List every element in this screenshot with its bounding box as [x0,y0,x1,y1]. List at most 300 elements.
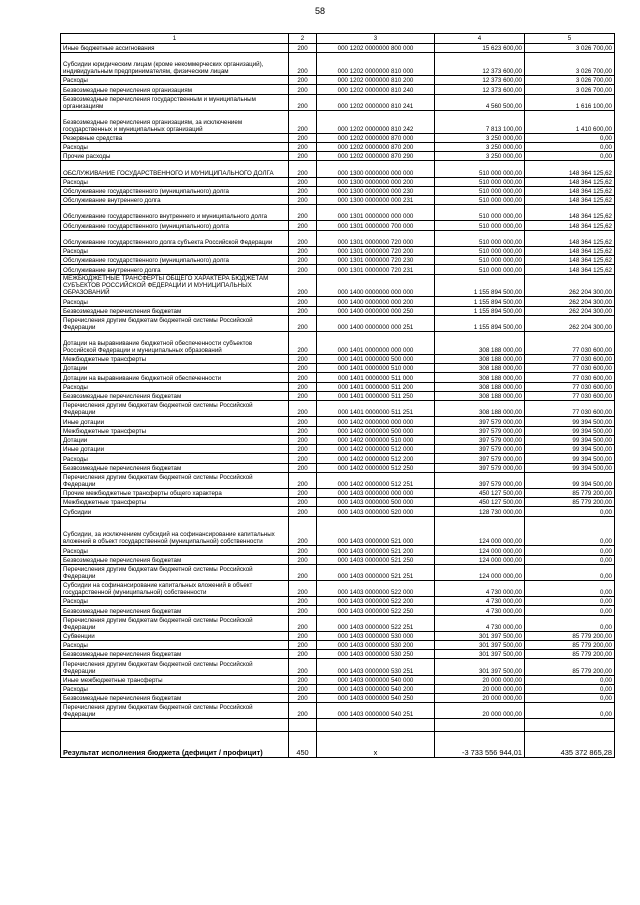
row-classification-code: 000 1403 0000000 522 251 [317,615,435,631]
row-classification-code: 000 1401 0000000 511 251 [317,401,435,417]
row-classification-code: 000 1400 0000000 000 250 [317,306,435,315]
table-row [61,555,615,564]
column-header: 4 [435,34,525,44]
row-code: 200 [289,507,317,516]
table-row [61,401,615,417]
table-row [61,142,615,151]
row-approved-amount: 20 000 000,00 [435,703,525,719]
row-code: 200 [289,417,317,426]
row-code: 200 [289,186,317,195]
empty-cell [317,719,435,732]
result-name: Результат исполнения бюджета (дефицит / профицит) [61,732,289,758]
row-approved-amount: 3 250 000,00 [435,142,525,151]
row-approved-amount: 12 373 600,00 [435,53,525,76]
row-classification-code: 000 1301 0000000 720 231 [317,265,435,274]
row-classification-code: 000 1202 0000000 810 200 [317,76,435,85]
row-executed-amount: 148 364 125,62 [525,196,615,205]
table-row [61,382,615,391]
row-approved-amount: 397 579 000,00 [435,472,525,488]
row-approved-amount: 308 188 000,00 [435,401,525,417]
table-row [61,44,615,53]
row-code: 200 [289,597,317,606]
table-row [61,546,615,555]
row-classification-code: 000 1403 0000000 520 000 [317,507,435,516]
row-code: 200 [289,94,317,110]
table-row [61,256,615,265]
row-classification-code: 000 1301 0000000 000 000 [317,205,435,221]
row-code: 200 [289,606,317,615]
row-executed-amount: 77 030 600,00 [525,332,615,355]
row-code: 200 [289,382,317,391]
row-approved-amount: 4 730 000,00 [435,597,525,606]
row-classification-code: 000 1403 0000000 540 000 [317,675,435,684]
row-approved-amount: 397 579 000,00 [435,463,525,472]
row-name: Обслуживание государственного (муниципального) долга [61,186,289,195]
row-code: 200 [289,454,317,463]
row-executed-amount: 99 394 500,00 [525,454,615,463]
row-name: Межбюджетные трансферты [61,426,289,435]
row-executed-amount: 85 779 200,00 [525,650,615,659]
row-approved-amount: 510 000 000,00 [435,205,525,221]
row-executed-amount: 0,00 [525,597,615,606]
table-row [61,133,615,142]
row-code: 200 [289,44,317,53]
row-name: Обслуживание внутреннего долга [61,196,289,205]
row-name: Расходы [61,382,289,391]
row-executed-amount: 1 616 100,00 [525,94,615,110]
row-approved-amount: 308 188 000,00 [435,391,525,400]
row-classification-code: 000 1202 0000000 870 000 [317,133,435,142]
row-classification-code: 000 1301 0000000 720 200 [317,246,435,255]
row-executed-amount: 3 026 700,00 [525,76,615,85]
row-code: 200 [289,463,317,472]
row-executed-amount: 3 026 700,00 [525,85,615,94]
row-name: Перечисления другим бюджетам бюджетной системы Российской Федерации [61,472,289,488]
row-name: Обслуживание государственного (муниципального) долга [61,221,289,230]
row-classification-code: 000 1403 0000000 530 251 [317,659,435,675]
row-code: 200 [289,332,317,355]
row-name: Безвозмездные перечисления государственным и муниципальным организациям [61,94,289,110]
row-code: 200 [289,315,317,331]
row-executed-amount: 148 364 125,62 [525,265,615,274]
table-row [61,230,615,246]
row-code: 200 [289,53,317,76]
row-classification-code: 000 1402 0000000 512 251 [317,472,435,488]
row-code: 200 [289,373,317,382]
row-approved-amount: 124 000 000,00 [435,546,525,555]
column-header: 1 [61,34,289,44]
row-approved-amount: 308 188 000,00 [435,354,525,363]
row-code: 200 [289,435,317,444]
row-name: Расходы [61,177,289,186]
row-name: Безвозмездные перечисления бюджетам [61,555,289,564]
row-code: 200 [289,205,317,221]
table-row [61,417,615,426]
row-code: 200 [289,694,317,703]
row-name: Иные дотации [61,445,289,454]
table-row [61,332,615,355]
table-row [61,364,615,373]
row-approved-amount: 3 250 000,00 [435,133,525,142]
row-code: 200 [289,631,317,640]
row-name: Иные межбюджетные трансферты [61,675,289,684]
row-classification-code: 000 1403 0000000 521 250 [317,555,435,564]
row-executed-amount: 148 364 125,62 [525,161,615,177]
table-row [61,426,615,435]
row-executed-amount: 148 364 125,62 [525,177,615,186]
row-approved-amount: 510 000 000,00 [435,196,525,205]
table-row [61,177,615,186]
row-executed-amount: 3 026 700,00 [525,44,615,53]
table-row [61,659,615,675]
row-code: 200 [289,659,317,675]
row-code: 200 [289,152,317,161]
row-approved-amount: 397 579 000,00 [435,454,525,463]
row-executed-amount: 0,00 [525,675,615,684]
row-executed-amount: 85 779 200,00 [525,659,615,675]
row-name: Перечисления другим бюджетам бюджетной системы Российской Федерации [61,315,289,331]
row-classification-code: 000 1403 0000000 530 250 [317,650,435,659]
table-row [61,373,615,382]
row-classification-code: 000 1202 0000000 870 200 [317,142,435,151]
row-approved-amount: 308 188 000,00 [435,382,525,391]
row-executed-amount: 262 204 300,00 [525,297,615,306]
row-classification-code: 000 1202 0000000 810 000 [317,53,435,76]
table-row [61,246,615,255]
row-classification-code: 000 1400 0000000 000 251 [317,315,435,331]
row-approved-amount: 12 373 600,00 [435,76,525,85]
empty-cell [435,719,525,732]
table-row [61,161,615,177]
row-classification-code: 000 1202 0000000 810 240 [317,85,435,94]
row-approved-amount: 450 127 500,00 [435,498,525,507]
row-executed-amount: 1 410 600,00 [525,110,615,133]
row-approved-amount: 510 000 000,00 [435,246,525,255]
row-executed-amount: 148 364 125,62 [525,205,615,221]
column-header: 2 [289,34,317,44]
row-approved-amount: 510 000 000,00 [435,186,525,195]
row-executed-amount: 85 779 200,00 [525,498,615,507]
row-approved-amount: 450 127 500,00 [435,488,525,497]
row-name: Безвозмездные перечисления бюджетам [61,694,289,703]
row-classification-code: 000 1403 0000000 521 000 [317,516,435,546]
row-name: Расходы [61,454,289,463]
budget-result-row [61,732,615,758]
row-classification-code: 000 1403 0000000 521 200 [317,546,435,555]
row-classification-code: 000 1403 0000000 522 200 [317,597,435,606]
table-row [61,94,615,110]
row-approved-amount: 301 397 500,00 [435,631,525,640]
row-executed-amount: 0,00 [525,516,615,546]
row-executed-amount: 0,00 [525,694,615,703]
table-row [61,76,615,85]
row-code: 200 [289,640,317,649]
row-name: Субвенции [61,631,289,640]
row-name: Субсидии, за исключением субсидий на софинансирование капитальных вложений в объект государственной (муниципальной) собственности [61,516,289,546]
row-approved-amount: 301 397 500,00 [435,640,525,649]
row-code: 200 [289,221,317,230]
row-executed-amount: 0,00 [525,142,615,151]
row-code: 200 [289,401,317,417]
row-approved-amount: 510 000 000,00 [435,177,525,186]
row-code: 200 [289,445,317,454]
row-approved-amount: 301 397 500,00 [435,659,525,675]
row-approved-amount: 124 000 000,00 [435,516,525,546]
row-classification-code: 000 1402 0000000 512 250 [317,463,435,472]
row-executed-amount: 77 030 600,00 [525,391,615,400]
row-approved-amount: 4 730 000,00 [435,606,525,615]
row-code: 200 [289,703,317,719]
row-approved-amount: 4 560 500,00 [435,94,525,110]
row-code: 200 [289,615,317,631]
row-name: Субсидии [61,507,289,516]
row-code: 200 [289,354,317,363]
row-executed-amount: 3 026 700,00 [525,53,615,76]
row-code: 200 [289,161,317,177]
row-name: Расходы [61,297,289,306]
table-row [61,463,615,472]
row-executed-amount: 0,00 [525,152,615,161]
row-name: Субсидии юридическим лицам (кроме некоммерческих организаций), индивидуальным предпринимателям, физическим лицам [61,53,289,76]
row-code: 200 [289,196,317,205]
row-name: Субсидии на софинансирование капитальных вложений в объект государственной (муниципальной) собственности [61,581,289,597]
table-row [61,684,615,693]
row-executed-amount: 85 779 200,00 [525,640,615,649]
row-approved-amount: 12 373 600,00 [435,85,525,94]
row-code: 200 [289,306,317,315]
table-row [61,354,615,363]
row-classification-code: 000 1403 0000000 000 000 [317,488,435,497]
row-executed-amount: 148 364 125,62 [525,230,615,246]
row-executed-amount: 77 030 600,00 [525,382,615,391]
row-code: 200 [289,472,317,488]
row-approved-amount: 397 579 000,00 [435,445,525,454]
row-name: Резервные средства [61,133,289,142]
row-approved-amount: 7 813 100,00 [435,110,525,133]
table-row [61,488,615,497]
row-classification-code: 000 1300 0000000 000 200 [317,177,435,186]
row-classification-code: 000 1403 0000000 540 251 [317,703,435,719]
table-row [61,606,615,615]
row-code: 200 [289,650,317,659]
row-approved-amount: 308 188 000,00 [435,373,525,382]
table-row [61,516,615,546]
row-name: Расходы [61,76,289,85]
row-name: Перечисления другим бюджетам бюджетной системы Российской Федерации [61,615,289,631]
column-header: 5 [525,34,615,44]
row-approved-amount: 510 000 000,00 [435,221,525,230]
row-executed-amount: 99 394 500,00 [525,472,615,488]
row-name: Прочие расходы [61,152,289,161]
table-row [61,507,615,516]
row-name: Расходы [61,246,289,255]
row-approved-amount: 510 000 000,00 [435,256,525,265]
row-classification-code: 000 1300 0000000 000 231 [317,196,435,205]
table-row [61,196,615,205]
row-classification-code: 000 1202 0000000 810 241 [317,94,435,110]
table-row [61,564,615,580]
row-name: Расходы [61,546,289,555]
row-name: Перечисления другим бюджетам бюджетной системы Российской Федерации [61,401,289,417]
row-approved-amount: 1 155 894 500,00 [435,306,525,315]
row-name: Дотации на выравнивание бюджетной обеспеченности субъектов Российской Федерации и муниципальных образований [61,332,289,355]
table-row [61,297,615,306]
row-classification-code: 000 1301 0000000 700 000 [317,221,435,230]
row-executed-amount: 77 030 600,00 [525,401,615,417]
row-approved-amount: 15 623 600,00 [435,44,525,53]
row-classification-code: 000 1403 0000000 500 000 [317,498,435,507]
result-approved-amount: -3 733 556 944,01 [435,732,525,758]
row-classification-code: 000 1401 0000000 500 000 [317,354,435,363]
table-row [61,186,615,195]
row-name: Обслуживание государственного внутреннего и муниципального долга [61,205,289,221]
row-classification-code: 000 1301 0000000 720 000 [317,230,435,246]
row-classification-code: 000 1301 0000000 720 230 [317,256,435,265]
row-classification-code: 000 1403 0000000 540 200 [317,684,435,693]
row-approved-amount: 3 250 000,00 [435,152,525,161]
row-classification-code: 000 1401 0000000 510 000 [317,364,435,373]
column-header: 3 [317,34,435,44]
row-classification-code: 000 1202 0000000 800 000 [317,44,435,53]
row-approved-amount: 510 000 000,00 [435,265,525,274]
row-executed-amount: 77 030 600,00 [525,373,615,382]
row-code: 200 [289,516,317,546]
row-name: Обслуживание государственного (муниципального) долга [61,256,289,265]
table-row [61,53,615,76]
row-code: 200 [289,426,317,435]
row-approved-amount: 308 188 000,00 [435,364,525,373]
row-approved-amount: 20 000 000,00 [435,675,525,684]
row-code: 200 [289,85,317,94]
row-name: Расходы [61,684,289,693]
row-approved-amount: 4 730 000,00 [435,581,525,597]
row-code: 200 [289,133,317,142]
row-name: Обслуживание внутреннего долга [61,265,289,274]
result-executed-amount: 435 372 865,28 [525,732,615,758]
row-name: Перечисления другим бюджетам бюджетной системы Российской Федерации [61,703,289,719]
empty-cell [289,719,317,732]
table-row [61,85,615,94]
row-approved-amount: 124 000 000,00 [435,564,525,580]
table-row [61,221,615,230]
row-classification-code: 000 1400 0000000 000 000 [317,274,435,297]
row-name: Перечисления другим бюджетам бюджетной системы Российской Федерации [61,659,289,675]
row-name: Иные бюджетные ассигнования [61,44,289,53]
row-approved-amount: 301 397 500,00 [435,650,525,659]
row-name: Дотации [61,435,289,444]
row-approved-amount: 1 155 894 500,00 [435,315,525,331]
row-code: 200 [289,177,317,186]
row-code: 200 [289,488,317,497]
row-code: 200 [289,498,317,507]
row-name: Безвозмездные перечисления организациям, за исключением государственных и муниципальных организаций [61,110,289,133]
row-code: 200 [289,256,317,265]
table-row [61,472,615,488]
row-classification-code: 000 1403 0000000 540 250 [317,694,435,703]
row-classification-code: 000 1402 0000000 510 000 [317,435,435,444]
row-classification-code: 000 1403 0000000 530 000 [317,631,435,640]
row-code: 200 [289,684,317,693]
row-classification-code: 000 1402 0000000 512 200 [317,454,435,463]
row-name: Безвозмездные перечисления бюджетам [61,606,289,615]
table-row [61,306,615,315]
spacer-row [61,719,615,732]
row-executed-amount: 0,00 [525,703,615,719]
row-code: 200 [289,564,317,580]
table-row [61,631,615,640]
budget-execution-table [60,33,615,758]
table-row [61,274,615,297]
row-executed-amount: 0,00 [525,507,615,516]
row-classification-code: 000 1403 0000000 530 200 [317,640,435,649]
row-name: Дотации [61,364,289,373]
row-name: Межбюджетные трансферты [61,498,289,507]
row-approved-amount: 124 000 000,00 [435,555,525,564]
row-classification-code: 000 1402 0000000 500 000 [317,426,435,435]
row-classification-code: 000 1202 0000000 810 242 [317,110,435,133]
row-approved-amount: 1 155 894 500,00 [435,274,525,297]
row-name: Расходы [61,597,289,606]
row-approved-amount: 397 579 000,00 [435,417,525,426]
row-name: Безвозмездные перечисления организациям [61,85,289,94]
row-classification-code: 000 1400 0000000 000 200 [317,297,435,306]
empty-cell [525,719,615,732]
row-executed-amount: 0,00 [525,546,615,555]
row-name: Перечисления другим бюджетам бюджетной системы Российской Федерации [61,564,289,580]
row-classification-code: 000 1300 0000000 000 230 [317,186,435,195]
table-header-row [61,34,615,44]
result-code: 450 [289,732,317,758]
row-executed-amount: 0,00 [525,684,615,693]
row-name: Безвозмездные перечисления бюджетам [61,391,289,400]
row-code: 200 [289,391,317,400]
row-name: Безвозмездные перечисления бюджетам [61,650,289,659]
row-code: 200 [289,274,317,297]
row-approved-amount: 4 730 000,00 [435,615,525,631]
row-executed-amount: 148 364 125,62 [525,221,615,230]
table-row [61,597,615,606]
row-executed-amount: 0,00 [525,615,615,631]
row-executed-amount: 99 394 500,00 [525,445,615,454]
row-executed-amount: 0,00 [525,564,615,580]
row-name: Безвозмездные перечисления бюджетам [61,306,289,315]
row-code: 200 [289,265,317,274]
row-executed-amount: 0,00 [525,581,615,597]
table-row [61,205,615,221]
row-classification-code: 000 1401 0000000 511 200 [317,382,435,391]
row-classification-code: 000 1402 0000000 000 000 [317,417,435,426]
table-row [61,454,615,463]
table-row [61,110,615,133]
row-name: Безвозмездные перечисления бюджетам [61,463,289,472]
row-code: 200 [289,230,317,246]
row-name: Прочие межбюджетные трансферты общего характера [61,488,289,497]
row-executed-amount: 0,00 [525,555,615,564]
row-executed-amount: 85 779 200,00 [525,488,615,497]
table-row [61,498,615,507]
row-name: ОБСЛУЖИВАНИЕ ГОСУДАРСТВЕННОГО И МУНИЦИПАЛЬНОГО ДОЛГА [61,161,289,177]
row-approved-amount: 397 579 000,00 [435,435,525,444]
row-classification-code: 000 1402 0000000 512 000 [317,445,435,454]
row-code: 200 [289,142,317,151]
row-executed-amount: 77 030 600,00 [525,354,615,363]
row-approved-amount: 397 579 000,00 [435,426,525,435]
row-approved-amount: 20 000 000,00 [435,684,525,693]
row-executed-amount: 0,00 [525,606,615,615]
row-code: 200 [289,246,317,255]
row-executed-amount: 85 779 200,00 [525,631,615,640]
row-name: Иные дотации [61,417,289,426]
